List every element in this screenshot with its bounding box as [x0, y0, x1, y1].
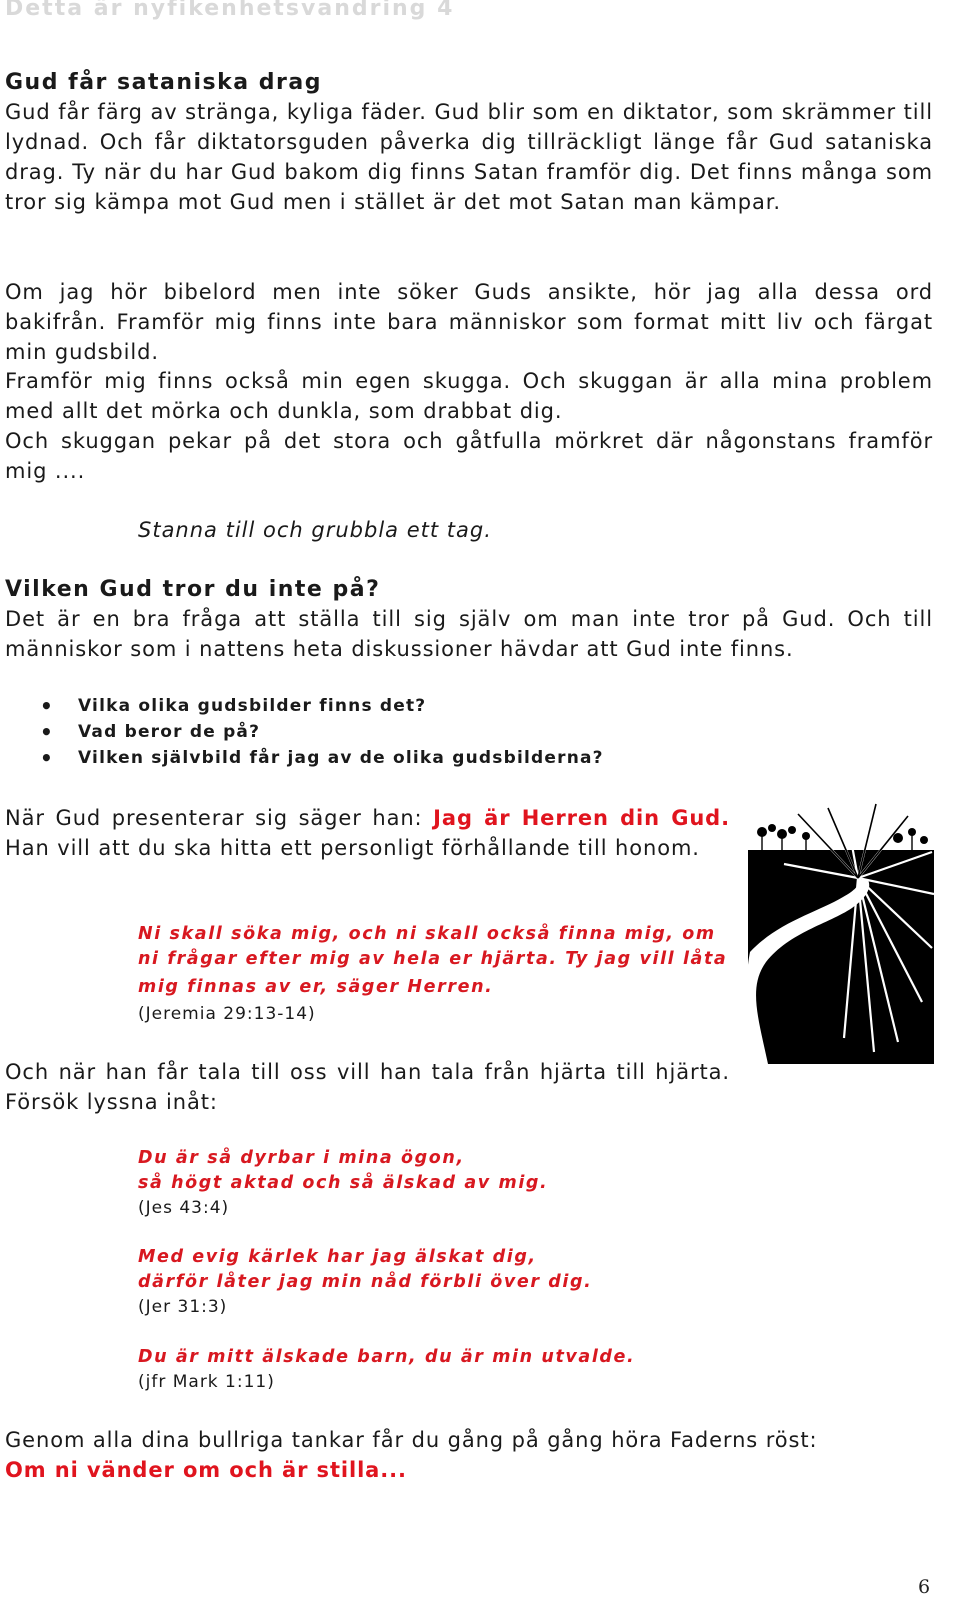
paragraph-god-presents: [5, 803, 730, 863]
quote-line: så högt aktad och så älskad av mig.: [138, 1173, 549, 1193]
page-number: 6: [918, 1576, 931, 1598]
page-header-title: Detta är nyfikenhetsvandring 4: [5, 0, 455, 21]
paragraph-bible-words: Om jag hör bibelord men inte söker Guds ansikte, hör jag alla dessa ord bakifrån. Framför mig finns inte bara människor som format mitt liv och färgat min gudsbild.: [5, 280, 933, 364]
quote-reference: (Jes 43:4): [138, 1198, 230, 1218]
quote-jeremiah-31: [138, 1245, 592, 1320]
intro-highlight: Jag är Herren din Gud.: [433, 806, 730, 830]
quote-line: mig finnas av er, säger Herren.: [138, 977, 494, 997]
quote-reference: (jfr Mark 1:11): [138, 1372, 275, 1392]
quote-line: Du är så dyrbar i mina ögon,: [138, 1148, 465, 1168]
quote-line: ni frågar efter mig av hela er hjärta. Ty jag vill låta: [138, 949, 728, 969]
paragraph-heart-to-heart: Och när han får tala till oss vill han tala från hjärta till hjärta. Försök lyssna inåt:: [5, 1060, 730, 1114]
reflection-prompt: Stanna till och grubbla ett tag.: [138, 518, 492, 542]
quote-jeremiah: [138, 922, 727, 1027]
quote-reference: (Jer 31:3): [138, 1297, 228, 1317]
quote-reference: (Jeremia 29:13-14): [138, 1004, 316, 1024]
quote-line: Med evig kärlek har jag älskat dig,: [138, 1247, 537, 1267]
path-to-light-illustration: [748, 802, 934, 1064]
paragraph-satanic: Gud får färg av stränga, kyliga fäder. Gud blir som en diktator, som skrämmer till lydnad. Och får diktatorsguden påverka dig tillräckligt länge får Gud sataniska drag. Ty när du har Gud bakom dig finns Satan framför dig. Det finns många som tror sig kämpa mot Gud men i stället är det mot Satan man kämpar.: [5, 100, 933, 214]
quote-isaiah: [138, 1146, 548, 1221]
quote-line: Ni skall söka mig, och ni skall också finna mig, om: [138, 924, 716, 944]
quote-line: Du är mitt älskade barn, du är min utvalde.: [138, 1347, 636, 1367]
list-item: • Vad beror de på?: [40, 719, 604, 745]
closing-text: Genom alla dina bullriga tankar får du gång på gång höra Faderns röst:: [5, 1428, 818, 1452]
quote-mark: [138, 1345, 635, 1395]
closing-highlight: Om ni vänder om och är stilla...: [5, 1458, 407, 1482]
list-item: • Vilken självbild får jag av de olika gudsbilderna?: [40, 745, 604, 771]
section-heading-satanic: Gud får sataniska drag: [5, 70, 322, 95]
intro-text-end: Han vill att du ska hitta ett personligt förhållande till honom.: [5, 836, 700, 860]
quote-line: därför låter jag min nåd förbli över dig.: [138, 1272, 593, 1292]
paragraph-which-god: Det är en bra fråga att ställa till sig själv om man inte tror på Gud. Och till människor som i nattens heta diskussioner hävdar att Gud inte finns.: [5, 607, 933, 661]
paragraph-closing: [5, 1425, 933, 1485]
section-heading-which-god: Vilken Gud tror du inte på?: [5, 577, 381, 602]
intro-text: När Gud presenterar sig säger han:: [5, 806, 434, 830]
question-list: [40, 693, 604, 771]
paragraph-shadow: Framför mig finns också min egen skugga. Och skuggan är alla mina problem med allt det mörka och dunkla, som drabbat dig.: [5, 369, 933, 423]
paragraph-darkness: Och skuggan pekar på det stora och gåtfulla mörkret där någonstans framför mig ....: [5, 429, 933, 483]
list-item: • Vilka olika gudsbilder finns det?: [40, 693, 604, 719]
